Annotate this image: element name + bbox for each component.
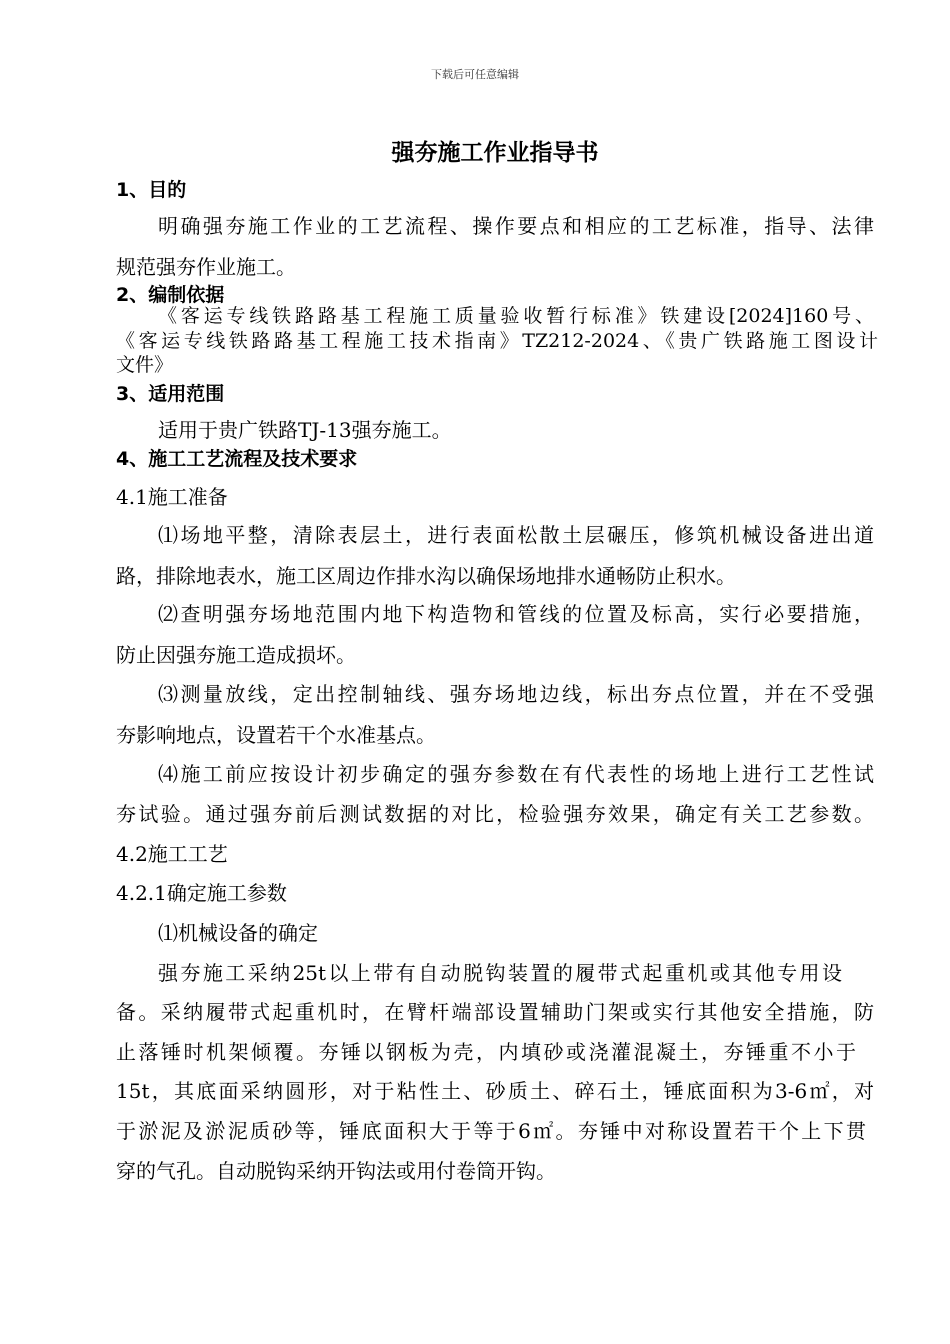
- paragraph-4-1-3-line-1: ⑶测量放线，定出控制轴线、强夯场地边线，标出夯点位置，并在不受强: [158, 682, 874, 706]
- section-1-heading: 1、目的: [116, 179, 187, 201]
- section-2-line-2: 《客运专线铁路路基工程施工技术指南》TZ212-2024、《贵广铁路施工图设计: [116, 330, 878, 352]
- paragraph-machinery-line-2: 备。采纳履带式起重机时，在臂杆端部设置辅助门架或实行其他安全措施，防: [116, 1000, 874, 1024]
- section-3-line-1: 适用于贵广铁路TJ-13强夯施工。: [158, 418, 452, 442]
- paragraph-4-1-4-line-2: 夯试验。通过强夯前后测试数据的对比，检验强夯效果，确定有关工艺参数。: [116, 802, 874, 826]
- section-1-line-2: 规范强夯作业施工。: [116, 255, 296, 279]
- section-2-line-1: 《客运专线铁路路基工程施工质量验收暂行标准》铁建设[2024]160号、: [158, 305, 874, 327]
- paragraph-4-1-1-line-1: ⑴场地平整，清除表层土，进行表面松散土层碾压，修筑机械设备进出道: [158, 523, 874, 547]
- paragraph-machinery-line-4: 15t，其底面采纳圆形，对于粘性土、砂质土、碎石土，锤底面积为3-6㎡，对: [116, 1079, 874, 1103]
- paragraph-4-1-3-line-2: 夯影响地点，设置若干个水准基点。: [116, 723, 436, 747]
- paragraph-4-1-4-line-1: ⑷施工前应按设计初步确定的强夯参数在有代表性的场地上进行工艺性试: [158, 762, 874, 786]
- document-title: 强夯施工作业指导书: [391, 140, 599, 166]
- subsection-4-2-1-heading: 4.2.1确定施工参数: [116, 881, 287, 905]
- subsection-4-1-heading: 4.1施工准备: [116, 485, 228, 509]
- section-2-heading: 2、编制依据: [116, 284, 225, 306]
- paragraph-4-1-2-line-1: ⑵查明强夯场地范围内地下构造物和管线的位置及标高，实行必要措施，: [158, 602, 874, 626]
- subsection-4-2-heading: 4.2施工工艺: [116, 842, 228, 866]
- paragraph-machinery-line-1: 强夯施工采纳25t以上带有自动脱钩装置的履带式起重机或其他专用设: [158, 961, 842, 985]
- paragraph-machinery-line-3: 止落锤时机架倾覆。夯锤以钢板为壳，内填砂或浇灌混凝土，夯锤重不小于: [116, 1040, 856, 1064]
- paragraph-4-1-1-line-2: 路，排除地表水，施工区周边作排水沟以确保场地排水通畅防止积水。: [116, 564, 736, 588]
- section-1-line-1: 明确强夯施工作业的工艺流程、操作要点和相应的工艺标准，指导、法律: [158, 214, 874, 238]
- paragraph-machinery-line-6: 穿的气孔。自动脱钩采纳开钩法或用付卷筒开钩。: [116, 1159, 556, 1183]
- section-2-line-3: 文件》: [116, 354, 174, 376]
- item-machinery-heading: ⑴机械设备的确定: [158, 921, 318, 945]
- header-note: 下载后可任意编辑: [431, 68, 519, 81]
- paragraph-machinery-line-5: 于淤泥及淤泥质砂等，锤底面积大于等于6㎡。夯锤中对称设置若干个上下贯: [116, 1119, 866, 1143]
- section-4-heading: 4、施工工艺流程及技术要求: [116, 448, 358, 470]
- section-3-heading: 3、适用范围: [116, 383, 225, 405]
- paragraph-4-1-2-line-2: 防止因强夯施工造成损坏。: [116, 643, 356, 667]
